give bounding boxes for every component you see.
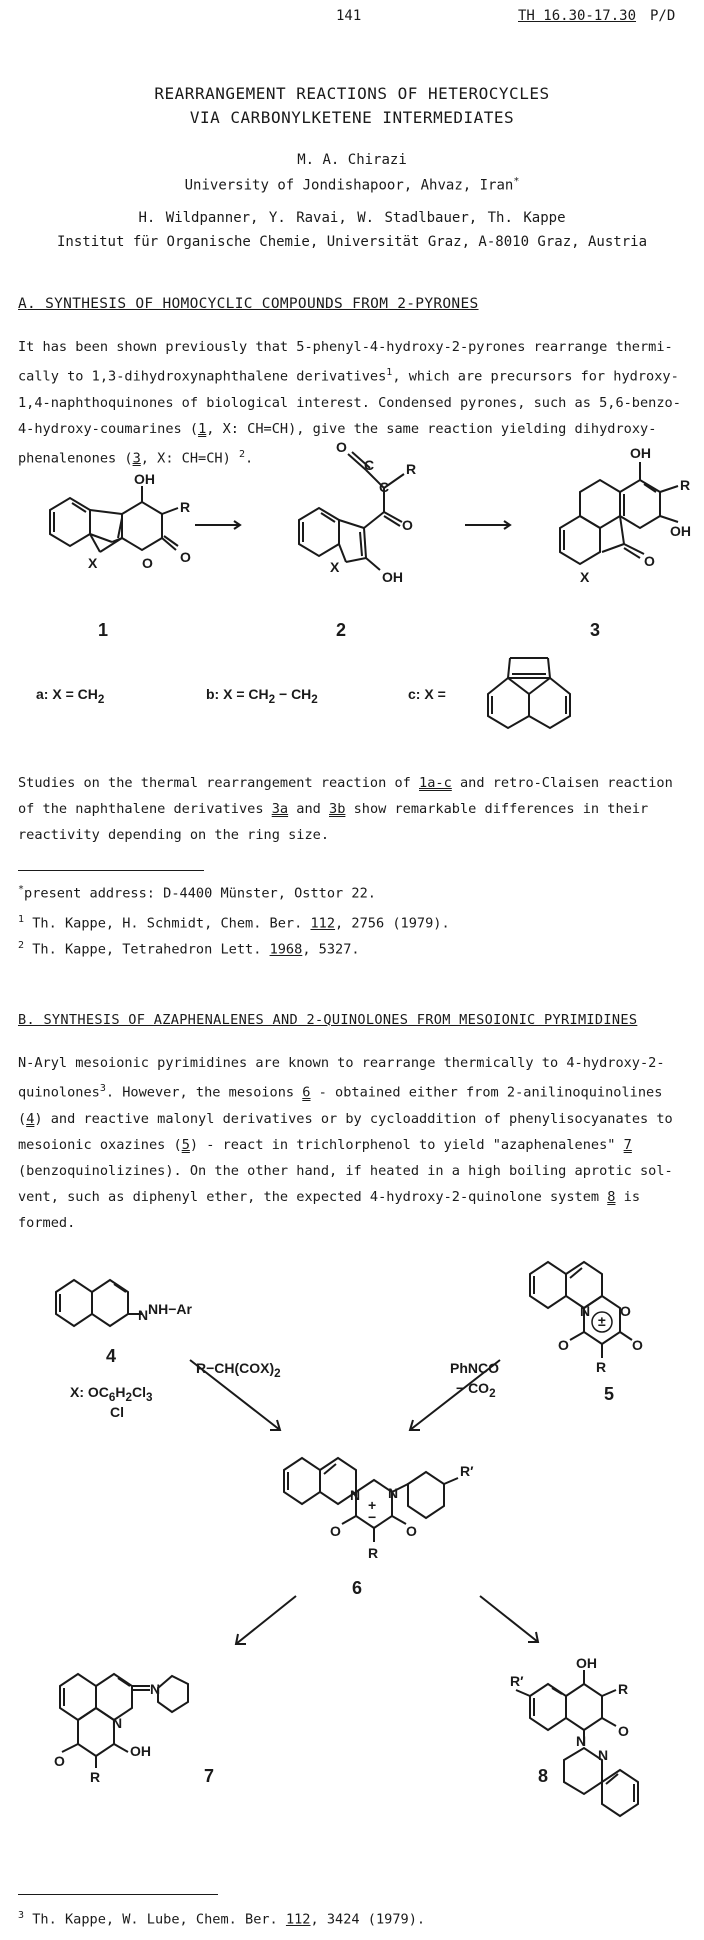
acenaphthylene-structure <box>480 650 580 750</box>
title-line-2: VIA CARBONYLKETENE INTERMEDIATES <box>189 108 515 127</box>
nh-ar-label: NH−Ar <box>148 1301 192 1317</box>
section-a-paragraph-1: It has been shown previously that 5-phenyl-4-hydroxy-2-pyrones rearrange thermi- cally to 1,3-dihydroxynaphthalene derivatives$^1$, which are precursors for hydroxy- 1,4-naphthoquinones of biological interest. Condensed pyrones, such as 5,6-benzo- 4-hydroxy-coumarines (1, X: CH=CH), give the same reaction yielding dihydroxy- phenalenones (3, X: CH=CH) $^2$. <box>18 339 681 467</box>
svg-text:OH: OH <box>130 1743 151 1759</box>
svg-text:R: R <box>406 461 417 477</box>
structure-8 <box>510 1656 700 1836</box>
arrow-1 <box>190 520 250 530</box>
svg-text:C: C <box>364 457 375 473</box>
structure-3 <box>540 440 700 610</box>
svg-text:N: N <box>350 1487 361 1503</box>
svg-text:OH: OH <box>576 1655 597 1671</box>
footnote-2: $^2$ Th. Kappe, Tetrahedron Lett. 1968, 5327. <box>18 940 360 958</box>
affiliation-2: Institut für Organische Chemie, Universität Graz, A-8010 Graz, Austria <box>56 234 647 250</box>
svg-text:O: O <box>406 1523 417 1539</box>
svg-text:O: O <box>644 553 655 569</box>
structure-6 <box>280 1440 480 1570</box>
variant-b: b: $X = CH_2 - CH_2$ <box>206 686 318 706</box>
svg-text:O: O <box>618 1723 629 1739</box>
footnote-rule-a <box>18 870 204 871</box>
arrow-6-to-7 <box>226 1590 306 1650</box>
structure-7 <box>54 1656 244 1786</box>
svg-text:O: O <box>402 517 413 533</box>
author-1: M. A. Chirazi <box>297 152 407 168</box>
svg-text:OH: OH <box>670 523 691 539</box>
variant-c: c: X = <box>408 686 446 702</box>
svg-text:X: X <box>330 559 340 575</box>
svg-text:R: R <box>90 1769 101 1785</box>
compound-4-label: 4 <box>106 1346 117 1366</box>
footnote-3: $^3$ Th. Kappe, W. Lube, Chem. Ber. 112, 3424 (1979). <box>18 1910 426 1928</box>
svg-text:−: − <box>368 1509 377 1525</box>
svg-text:R: R <box>180 499 191 515</box>
svg-text:X: X <box>580 569 590 585</box>
variant-a: a: $X = CH_2$ <box>36 686 105 706</box>
reagent-right-1: PhNCO <box>450 1360 499 1376</box>
svg-text:N: N <box>598 1747 609 1763</box>
svg-text:OH: OH <box>382 569 403 585</box>
footnote-1: $^1$ Th. Kappe, H. Schmidt, Chem. Ber. 112, 2756 (1979). <box>18 914 450 932</box>
structure-5 <box>520 1250 680 1380</box>
affiliation-1: University of Jondishapoor, Ahvaz, Iran* <box>184 176 520 194</box>
svg-text:OH: OH <box>630 445 651 461</box>
svg-text:R: R <box>680 477 691 493</box>
svg-text:+: + <box>368 1497 377 1513</box>
svg-text:R′: R′ <box>510 1673 524 1689</box>
svg-text:O: O <box>142 555 153 571</box>
session-time: TH 16.30-17.30 <box>518 8 637 24</box>
svg-text:N: N <box>150 1681 161 1697</box>
section-b-paragraph: N-Aryl mesoionic pyrimidines are known to rearrange thermically to 4-hydroxy-2- quinolones$^3$. However, the mesoions 6 - obtained either from 2-anilinoquinolines (4) and reactive malonyl derivatives or by cycloaddition of phenylisocyanates to mesoionic oxazines (5) - react in trichlorphenol to yield "azaphenalenes" 7 (benzoquinolizines). On the other hand, if heated in a high boiling aprotic sol- vent, such as diphenyl ether, the expected 4-hydroxy-2-quinolone system 8 is formed. <box>18 1055 673 1231</box>
svg-text:R: R <box>618 1681 629 1697</box>
svg-text:±: ± <box>598 1313 606 1329</box>
structure-2 <box>284 430 454 610</box>
svg-text:R′: R′ <box>460 1463 474 1479</box>
svg-text:O: O <box>336 439 347 455</box>
structure-1 <box>20 470 191 610</box>
section-a-heading: A. SYNTHESIS OF HOMOCYCLIC COMPOUNDS FROM 2-PYRONES <box>18 296 479 312</box>
svg-text:R: R <box>596 1359 607 1375</box>
svg-text:N: N <box>576 1733 587 1749</box>
svg-text:O: O <box>620 1303 631 1319</box>
compound-2-label: 2 <box>336 620 347 640</box>
compound-5-label: 5 <box>604 1384 615 1404</box>
reagent-right-2: − $CO_2$ <box>456 1380 496 1400</box>
svg-text:N: N <box>580 1303 591 1319</box>
authors-2: H. Wildpanner, Y. Ravai, W. Stadlbauer, Th. Kappe <box>138 210 566 226</box>
svg-text:O: O <box>54 1753 65 1769</box>
session-code: P/D <box>650 8 676 24</box>
page-number: 141 <box>336 8 362 24</box>
svg-text:O: O <box>632 1337 643 1353</box>
svg-text:C: C <box>379 479 390 495</box>
svg-text:R: R <box>368 1545 379 1561</box>
svg-text:O: O <box>330 1523 341 1539</box>
x-definition: X: $OC_6H_2Cl_3$ <box>70 1384 153 1404</box>
svg-text:OH: OH <box>134 471 155 487</box>
section-a-paragraph-2: Studies on the thermal rearrangement reaction of 1a-c and retro-Claisen reaction of the naphthalene derivatives 3a and 3b show remarkable differences in their reactivity depending on the ring size. <box>18 775 673 843</box>
arrow-4-to-6 <box>180 1350 300 1440</box>
svg-text:O: O <box>180 549 191 565</box>
compound-3-label: 3 <box>590 620 601 640</box>
compound-7-label: 7 <box>204 1766 215 1786</box>
compound-6-label: 6 <box>352 1578 363 1598</box>
title-line-1: REARRANGEMENT REACTIONS OF HETEROCYCLES <box>154 84 550 103</box>
footnote-present-address: *present address: D-4400 Münster, Osttor 22. <box>18 884 376 902</box>
svg-text:X: X <box>88 555 98 571</box>
arrow-6-to-8 <box>470 1590 550 1650</box>
section-b-heading: B. SYNTHESIS OF AZAPHENALENES AND 2-QUINOLONES FROM MESOIONIC PYRIMIDINES <box>18 1012 638 1028</box>
compound-8-label: 8 <box>538 1766 549 1786</box>
compound-1-label: 1 <box>98 620 109 640</box>
svg-text:N: N <box>112 1715 123 1731</box>
arrow-5-to-6 <box>390 1350 510 1440</box>
x-definition-cl: Cl <box>110 1404 124 1420</box>
reagent-left: $R-CH(COX)_2$ <box>196 1360 281 1380</box>
footnote-rule-b <box>18 1894 218 1895</box>
svg-text:O: O <box>558 1337 569 1353</box>
svg-text:N: N <box>388 1485 399 1501</box>
svg-text:N: N <box>138 1307 149 1323</box>
arrow-2 <box>460 520 520 530</box>
